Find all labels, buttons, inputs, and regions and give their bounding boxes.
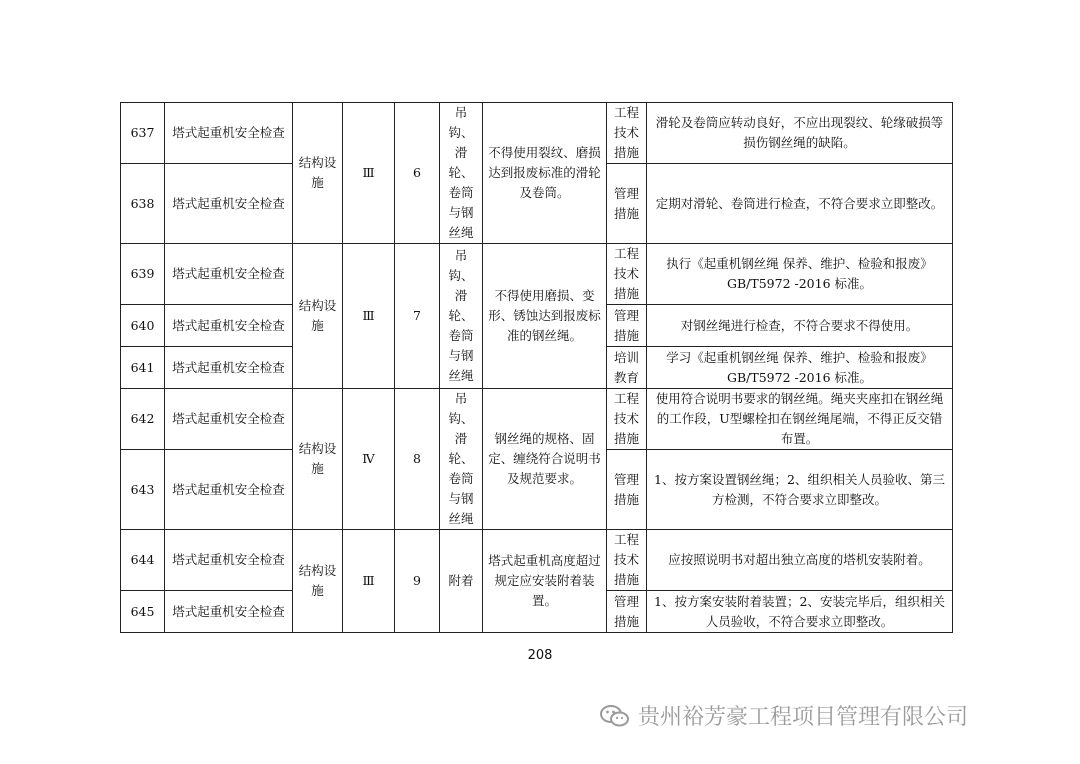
row-number: 641 — [121, 347, 165, 389]
measure-type-cell: 管理措施 — [607, 591, 647, 633]
part-cell: 吊钩、滑轮、卷筒与钢丝绳 — [440, 389, 483, 530]
row-number: 644 — [121, 530, 165, 591]
hazard-cell: 不得使用磨损、变形、锈蚀达到报废标准的钢丝绳。 — [483, 244, 607, 389]
row-number: 642 — [121, 389, 165, 450]
check-item: 塔式起重机安全检查 — [165, 450, 293, 530]
row-number: 639 — [121, 244, 165, 305]
row-number: 638 — [121, 164, 165, 244]
category-cell: 结构设施 — [293, 530, 343, 633]
table-row — [121, 530, 953, 591]
part-cell: 吊钩、滑轮、卷筒与钢丝绳 — [440, 244, 483, 389]
watermark — [600, 700, 968, 731]
measure-type-cell: 培训教育 — [607, 347, 647, 389]
check-item: 塔式起重机安全检查 — [165, 347, 293, 389]
safety-table-container — [120, 102, 952, 633]
measure-type-cell: 工程技术措施 — [607, 244, 647, 305]
sequence-cell: 8 — [395, 389, 440, 530]
risk-level-cell: Ⅳ — [343, 389, 395, 530]
risk-level-cell: Ⅲ — [343, 103, 395, 244]
page-number: 208 — [527, 648, 553, 663]
row-number: 645 — [121, 591, 165, 633]
category-cell: 结构设施 — [293, 389, 343, 530]
risk-level-cell: Ⅲ — [343, 530, 395, 633]
check-item: 塔式起重机安全检查 — [165, 530, 293, 591]
category-cell: 结构设施 — [293, 244, 343, 389]
part-cell: 附着 — [440, 530, 483, 633]
measure-cell: 滑轮及卷筒应转动良好，不应出现裂纹、轮缘破损等损伤钢丝绳的缺陷。 — [647, 103, 953, 164]
measure-type-cell: 工程技术措施 — [607, 103, 647, 164]
measure-cell: 定期对滑轮、卷筒进行检查，不符合要求立即整改。 — [647, 164, 953, 244]
table-row — [121, 244, 953, 305]
measure-cell: 应按照说明书对超出独立高度的塔机安装附着。 — [647, 530, 953, 591]
measure-cell: 1、按方案设置钢丝绳；2、组织相关人员验收、第三方检测，不符合要求立即整改。 — [647, 450, 953, 530]
category-cell: 结构设施 — [293, 103, 343, 244]
wechat-icon — [600, 704, 630, 728]
measure-type-cell: 工程技术措施 — [607, 389, 647, 450]
table-row — [121, 389, 953, 450]
measure-type-cell: 管理措施 — [607, 164, 647, 244]
measure-type-cell: 管理措施 — [607, 450, 647, 530]
hazard-cell: 钢丝绳的规格、固定、缠绕符合说明书及规范要求。 — [483, 389, 607, 530]
check-item: 塔式起重机安全检查 — [165, 389, 293, 450]
measure-cell: 执行《起重机钢丝绳 保养、维护、检验和报废》GB/T5972 -2016 标准。 — [647, 244, 953, 305]
sequence-cell: 7 — [395, 244, 440, 389]
measure-cell: 使用符合说明书要求的钢丝绳。绳夹夹座扣在钢丝绳的工作段，U型螺栓扣在钢丝绳尾端，不得正反交错布置。 — [647, 389, 953, 450]
check-item: 塔式起重机安全检查 — [165, 244, 293, 305]
measure-cell: 对钢丝绳进行检查，不符合要求不得使用。 — [647, 305, 953, 347]
measure-type-cell: 工程技术措施 — [607, 530, 647, 591]
measure-type-cell: 管理措施 — [607, 305, 647, 347]
check-item: 塔式起重机安全检查 — [165, 591, 293, 633]
risk-level-cell: Ⅲ — [343, 244, 395, 389]
hazard-cell: 不得使用裂纹、磨损达到报废标准的滑轮及卷筒。 — [483, 103, 607, 244]
row-number: 637 — [121, 103, 165, 164]
watermark-text: 贵州裕芳豪工程项目管理有限公司 — [638, 705, 969, 730]
table-row — [121, 103, 953, 164]
measure-cell: 1、按方案安装附着装置；2、安装完毕后，组织相关人员验收，不符合要求立即整改。 — [647, 591, 953, 633]
check-item: 塔式起重机安全检查 — [165, 305, 293, 347]
measure-cell: 学习《起重机钢丝绳 保养、维护、检验和报废》GB/T5972 -2016 标准。 — [647, 347, 953, 389]
safety-check-table — [120, 102, 953, 633]
sequence-cell: 9 — [395, 530, 440, 633]
hazard-cell: 塔式起重机高度超过规定应安装附着装置。 — [483, 530, 607, 633]
part-cell: 吊钩、滑轮、卷筒与钢丝绳 — [440, 103, 483, 244]
check-item: 塔式起重机安全检查 — [165, 103, 293, 164]
row-number: 640 — [121, 305, 165, 347]
check-item: 塔式起重机安全检查 — [165, 164, 293, 244]
sequence-cell: 6 — [395, 103, 440, 244]
row-number: 643 — [121, 450, 165, 530]
